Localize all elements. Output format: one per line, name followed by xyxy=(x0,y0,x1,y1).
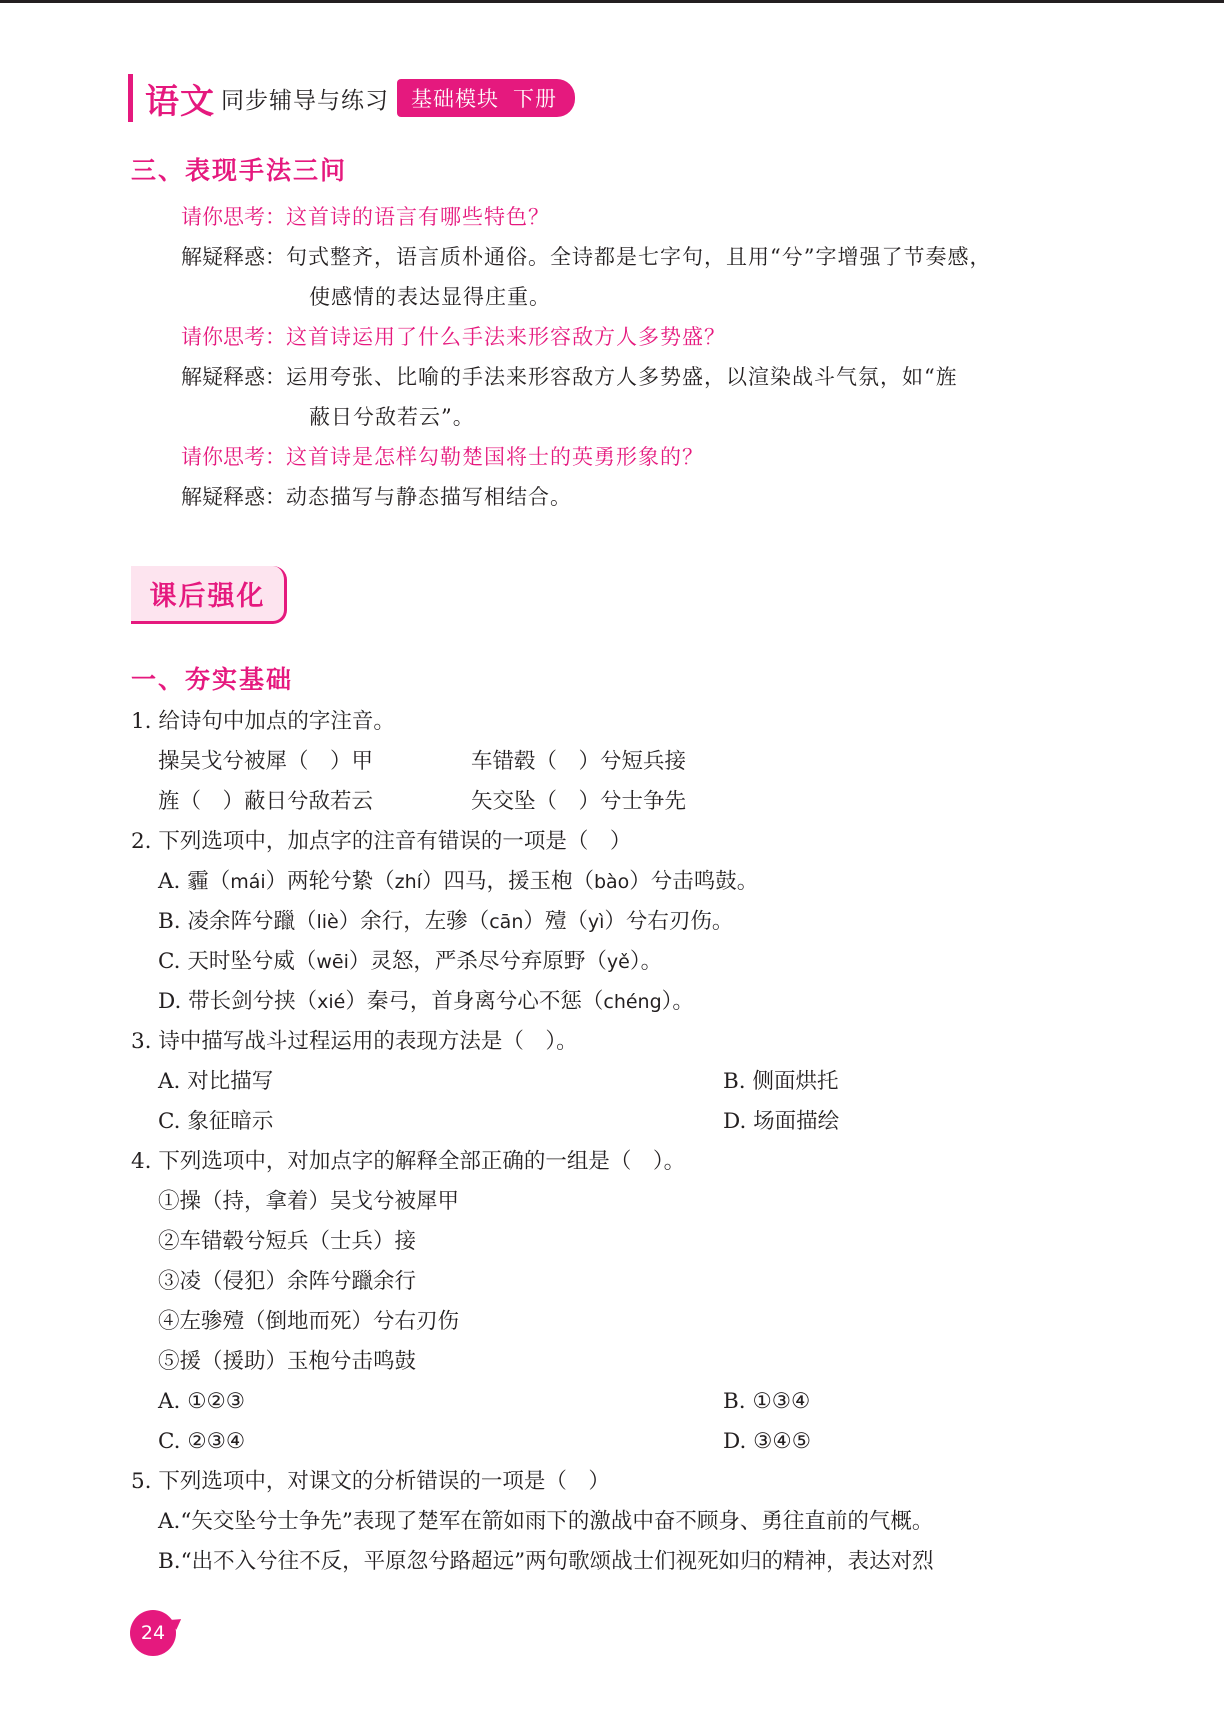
answer-continuation: 蔽日兮敌若云”。 xyxy=(309,405,475,429)
question-3-option: B. 侧面烘托 xyxy=(723,1069,839,1094)
question-1-row xyxy=(131,742,1111,782)
answer-label: 解疑释惑： xyxy=(181,365,286,389)
question-4-stem: 4. 下列选项中，对加点字的解释全部正确的一组是（ ）。 xyxy=(131,1149,686,1174)
top-rule xyxy=(0,0,1224,3)
think-label: 请你思考： xyxy=(181,445,286,469)
answer-label: 解疑释惑： xyxy=(181,245,286,269)
section-badge xyxy=(131,566,287,624)
question-1-stem: 1. 给诗句中加点的字注音。 xyxy=(131,709,395,734)
question-3-option: A. 对比描写 xyxy=(158,1069,274,1094)
question-1-row xyxy=(131,782,1111,822)
think-row-1 xyxy=(181,197,1101,237)
question-3-stem: 3. 诗中描写战斗过程运用的表现方法是（ ）。 xyxy=(131,1029,578,1054)
question-1-item: 车错毂（ ）兮短兵接 xyxy=(471,749,687,774)
question-2-option-d: D. 带长剑兮挟（xié）秦弓，首身离兮心不惩（chéng）。 xyxy=(158,989,694,1014)
question-4-item: ⑤援（援助）玉枹兮击鸣鼓 xyxy=(158,1349,417,1374)
question-4-item: ①操（持，拿着）吴戈兮被犀甲 xyxy=(158,1189,460,1214)
question-4-option: C. ②③④ xyxy=(158,1429,246,1454)
think-label: 请你思考： xyxy=(181,205,286,229)
answer-text: 运用夸张、比喻的手法来形容敌方人多势盛，以渲染战斗气氛，如“旌 xyxy=(286,365,958,389)
answer-text: 动态描写与静态描写相结合。 xyxy=(286,485,572,509)
think-text: 这首诗的语言有哪些特色？ xyxy=(286,205,550,229)
question-1-item: 操吴戈兮被犀（ ）甲 xyxy=(158,749,374,774)
question-4-item: ③凌（侵犯）余阵兮躐余行 xyxy=(158,1269,417,1294)
question-2-stem: 2. 下列选项中，加点字的注音有错误的一项是（ ） xyxy=(131,829,632,854)
header-volume: 下册 xyxy=(513,87,557,111)
question-3-row xyxy=(131,1102,1111,1142)
answer-row-2 xyxy=(181,357,1101,397)
page-header xyxy=(128,72,575,124)
question-4-option: D. ③④⑤ xyxy=(723,1429,811,1454)
question-1-item: 矢交坠（ ）兮士争先 xyxy=(471,789,687,814)
header-subject: 语文 xyxy=(145,81,215,122)
question-4-option: B. ①③④ xyxy=(723,1389,811,1414)
think-row-2 xyxy=(181,317,1101,357)
header-bar xyxy=(128,74,133,122)
header-module: 基础模块 xyxy=(411,87,499,111)
answer-continuation: 使感情的表达显得庄重。 xyxy=(309,285,551,309)
badge-label: 课后强化 xyxy=(149,581,266,612)
question-2-option-a: A. 霾（mái）两轮兮絷（zhí）四马，援玉枹（bào）兮击鸣鼓。 xyxy=(158,869,759,894)
question-4-row xyxy=(131,1422,1111,1462)
think-text: 这首诗运用了什么手法来形容敌方人多势盛？ xyxy=(286,325,726,349)
question-3-option: C. 象征暗示 xyxy=(158,1109,274,1134)
section-title-expression: 三、表现手法三问 xyxy=(131,156,348,185)
page-number-badge xyxy=(130,1610,176,1656)
question-4-item: ②车错毂兮短兵（士兵）接 xyxy=(158,1229,417,1254)
header-module-tag xyxy=(397,79,575,117)
question-4-row xyxy=(131,1382,1111,1422)
question-4-item: ④左骖殪（倒地而死）兮右刃伤 xyxy=(158,1309,460,1334)
think-label: 请你思考： xyxy=(181,325,286,349)
page-number: 24 xyxy=(140,1622,166,1644)
section-title-basics: 一、夯实基础 xyxy=(131,665,294,694)
question-1-item: 旌（ ）蔽日兮敌若云 xyxy=(158,789,374,814)
question-5-option-a: A.“矢交坠兮士争先”表现了楚军在箭如雨下的激战中奋不顾身、勇往直前的气概。 xyxy=(158,1509,934,1534)
header-book-title: 同步辅导与练习 xyxy=(221,87,389,114)
question-5-option-b: B.“出不入兮往不反，平原忽兮路超远”两句歌颂战士们视死如归的精神，表达对烈 xyxy=(158,1549,934,1574)
answer-label: 解疑释惑： xyxy=(181,485,286,509)
qa-block xyxy=(181,197,1101,517)
question-2-option-c: C. 天时坠兮威（wēi）灵怒，严杀尽兮弃原野（yě）。 xyxy=(158,949,663,974)
question-4-option: A. ①②③ xyxy=(158,1389,246,1414)
question-5-stem: 5. 下列选项中，对课文的分析错误的一项是（ ） xyxy=(131,1469,610,1494)
answer-row-3 xyxy=(181,477,1101,517)
answer-row-1 xyxy=(181,237,1101,277)
think-text: 这首诗是怎样勾勒楚国将士的英勇形象的？ xyxy=(286,445,704,469)
question-3-row xyxy=(131,1062,1111,1102)
question-2-option-b: B. 凌余阵兮躐（liè）余行，左骖（cān）殪（yì）兮右刃伤。 xyxy=(158,909,734,934)
question-3-option: D. 场面描绘 xyxy=(723,1109,840,1134)
question-list xyxy=(131,702,1111,1582)
think-row-3 xyxy=(181,437,1101,477)
answer-text: 句式整齐，语言质朴通俗。全诗都是七字句，且用“兮”字增强了节奏感， xyxy=(286,245,992,269)
